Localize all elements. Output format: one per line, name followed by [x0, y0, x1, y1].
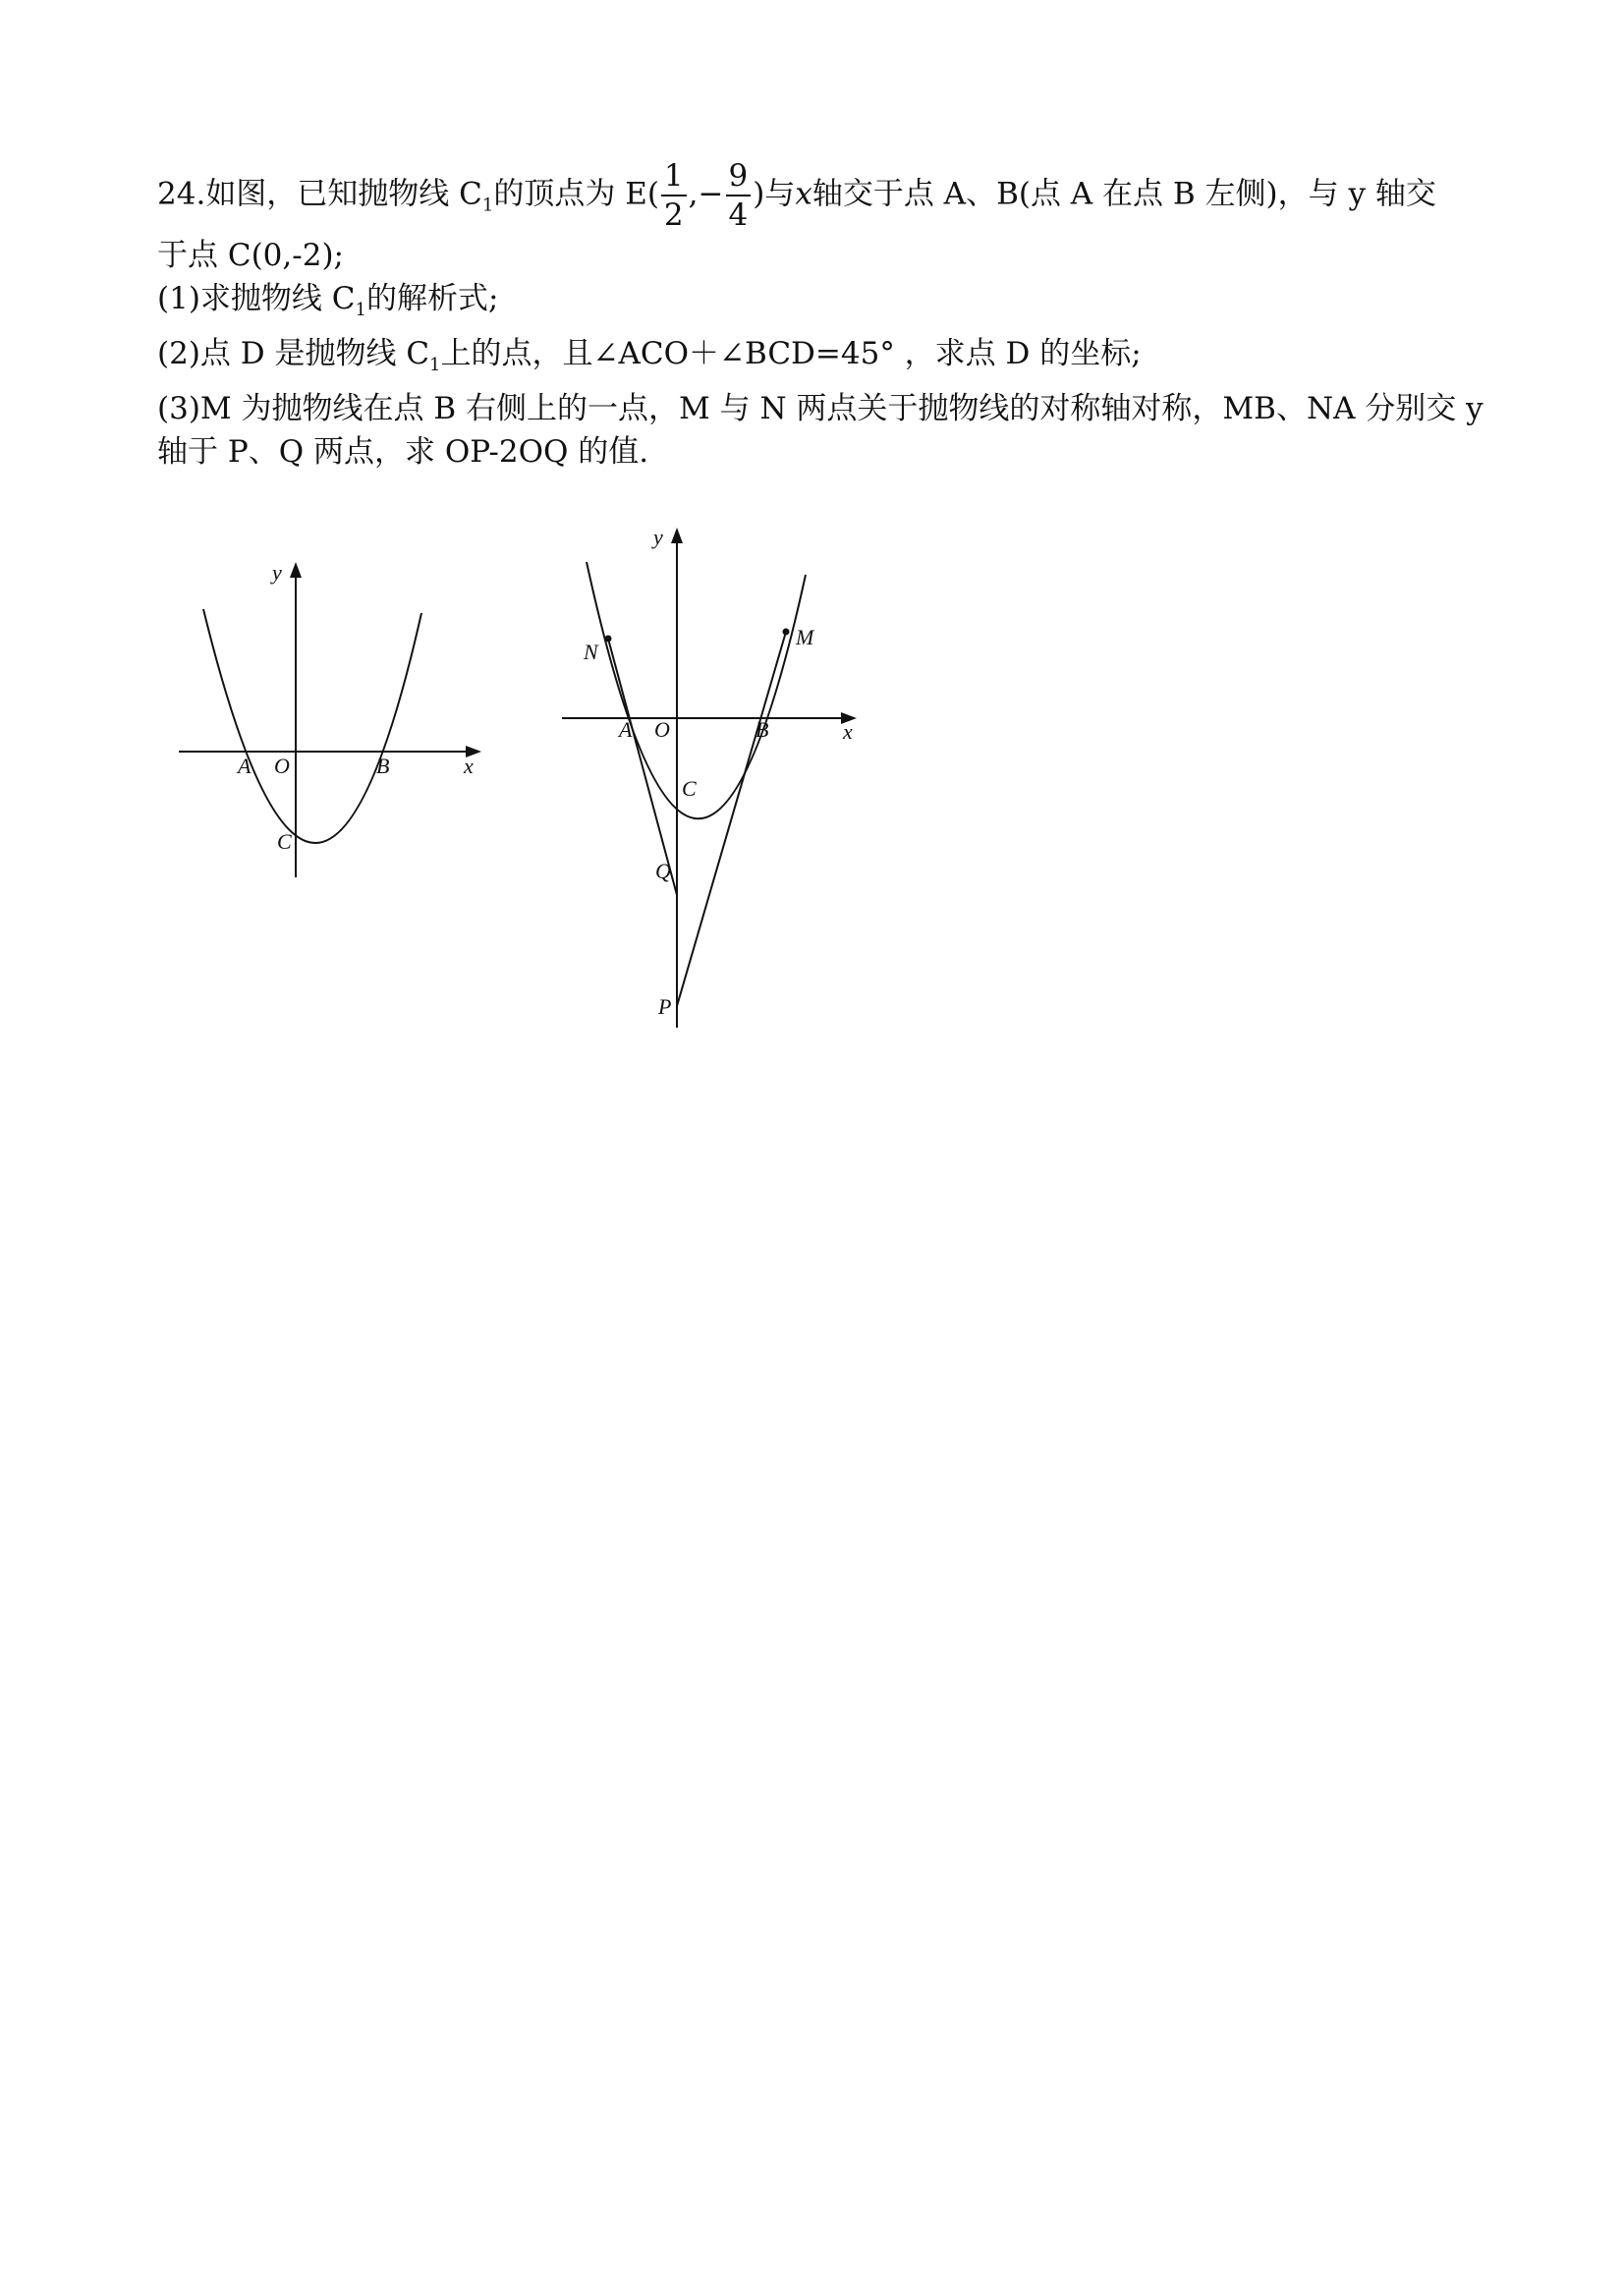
text-segment: 如图，已知抛物线 C	[205, 176, 482, 212]
label-O: O	[274, 754, 290, 778]
label-P: P	[658, 994, 672, 1019]
text-segment: 的解析式;	[365, 281, 499, 316]
label-C: C	[682, 776, 697, 801]
text-segment: 的顶点为 E(	[493, 176, 659, 212]
problem-line-2: 于点 C(0,-2);	[157, 238, 344, 273]
subscript: 1	[481, 195, 494, 216]
label-y: y	[653, 525, 663, 549]
point-M	[783, 629, 790, 636]
label-A: A	[619, 717, 633, 742]
fraction-numerator: 9	[726, 157, 752, 196]
label-Q: Q	[655, 859, 671, 883]
text-segment: (1)求抛物线 C	[157, 281, 356, 316]
text-segment: 轴交于点 A、B(点 A 在点 B 左侧)，与 y 轴交	[812, 176, 1436, 212]
label-A: A	[238, 754, 252, 778]
text-segment: )与	[753, 176, 796, 212]
point-N	[605, 636, 612, 643]
label-y: y	[272, 560, 282, 585]
label-N: N	[584, 640, 598, 664]
y-axis-arrow-icon	[671, 528, 683, 543]
label-C: C	[277, 829, 292, 854]
question-3-line-1: (3)M 为抛物线在点 B 右侧上的一点，M 与 N 两点关于抛物线的对称轴对称，MB、NA 分别交 y	[157, 391, 1483, 427]
label-x: x	[464, 754, 474, 778]
fraction-numerator: 1	[661, 157, 687, 196]
fraction-denominator: 4	[728, 197, 749, 233]
problem-number: 24.	[157, 176, 206, 212]
italic-x: x	[795, 176, 812, 212]
text-segment: ,−	[688, 176, 724, 212]
fraction-denominator: 2	[663, 197, 684, 233]
text-segment: (2)点 D 是抛物线 C	[157, 336, 430, 372]
label-B: B	[376, 754, 390, 778]
subscript: 1	[429, 355, 441, 376]
line-NQ	[608, 639, 677, 895]
label-M: M	[796, 625, 814, 649]
label-B: B	[756, 717, 769, 742]
text-segment: 上的点，且∠ACO＋∠BCD=45° ，求点 D 的坐标;	[440, 336, 1142, 372]
subscript: 1	[355, 300, 366, 321]
label-O: O	[654, 717, 670, 742]
label-x: x	[843, 719, 853, 744]
question-3-line-2: 轴于 P、Q 两点，求 OP-2OQ 的值.	[157, 434, 649, 471]
